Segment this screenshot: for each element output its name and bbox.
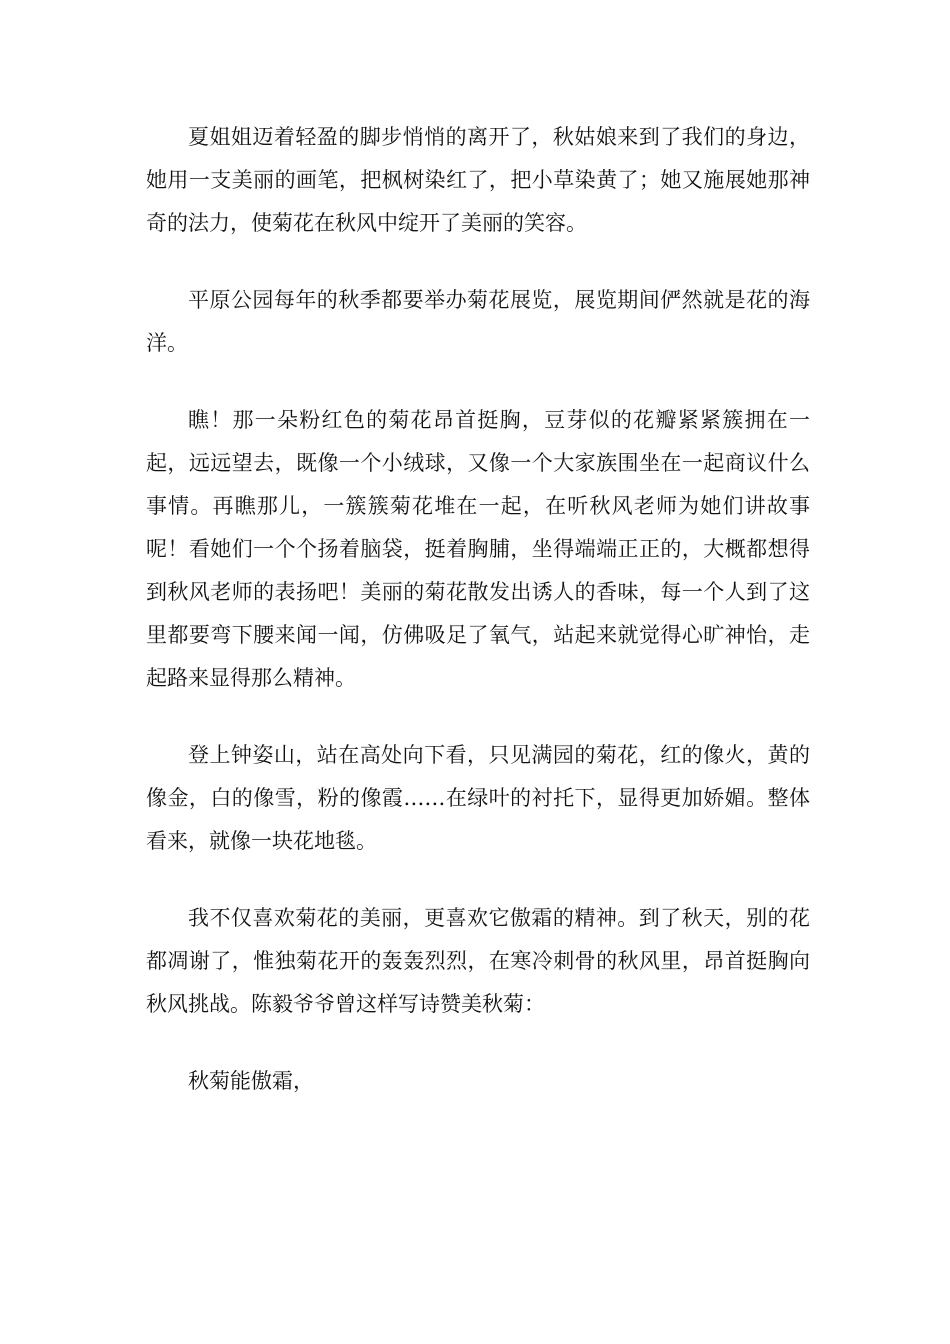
paragraph-2: 平原公园每年的秋季都要举办菊花展览，展览期间俨然就是花的海洋。: [146, 288, 810, 355]
poem-line-1: 秋菊能傲霜，: [188, 1069, 314, 1093]
paragraph-3: 瞧！那一朵粉红色的菊花昂首挺胸，豆芽似的花瓣紧紧簇拥在一起，远远望去，既像一个小绒球，又像一个大家族围坐在一起商议什么事情。再瞧那儿，一簇簇菊花堆在一起，在听秋风老师为她们讲故事呢！看她们一个个扬着脑袋，挺着胸脯，坐得端端正正的，大概都想得到秋风老师的表扬吧！美丽的菊花散发出诱人的香味，每一个人到了这里都要弯下腰来闻一闻，仿佛吸足了氧气，站起来就觉得心旷神怡，走起路来显得那么精神。: [146, 408, 810, 690]
paragraph-5: 我不仅喜欢菊花的美丽，更喜欢它傲霜的精神。到了秋天，别的花都凋谢了，惟独菊花开的轰轰烈烈，在寒冷刺骨的秋风里，昂首挺胸向秋风挑战。陈毅爷爷曾这样写诗赞美秋菊：: [146, 906, 810, 1016]
paragraph-1: 夏姐姐迈着轻盈的脚步悄悄的离开了，秋姑娘来到了我们的身边，她用一支美丽的画笔，把枫树染红了，把小草染黄了；她又施展她那神奇的法力，使菊花在秋风中绽开了美丽的笑容。: [146, 125, 810, 235]
paragraph-4: 登上钟姿山，站在高处向下看，只见满园的菊花，红的像火，黄的像金，白的像雪，粉的像霞……在绿叶的衬托下，显得更加娇媚。整体看来，就像一块花地毯。: [146, 743, 810, 853]
document-body: [146, 116, 810, 1137]
